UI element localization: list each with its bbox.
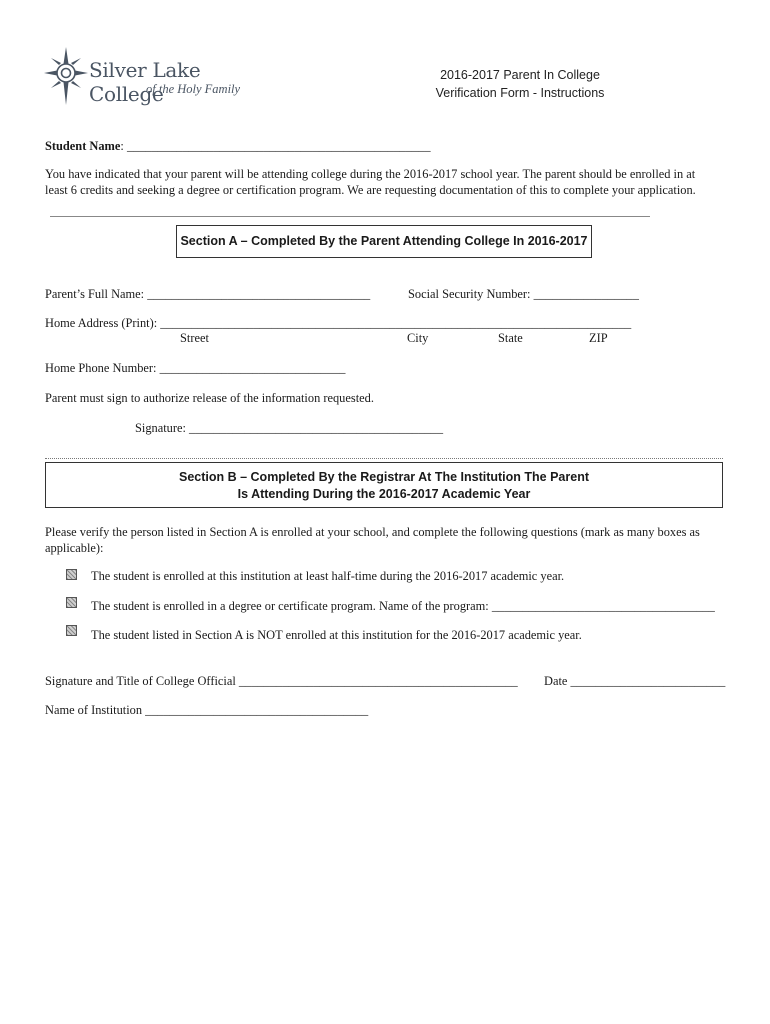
compass-logo-icon [42,45,92,107]
authorize-text: Parent must sign to authorize release of the information requested. [45,391,374,405]
parent-name-field[interactable]: Parent’s Full Name: ____________________________________ [45,287,371,301]
section-divider [45,458,723,459]
form-title [400,66,640,102]
option-not-enrolled-label: The student listed in Section A is NOT enrolled at this institution for the 2016-2017 academic year. [91,628,582,642]
college-logo [42,45,272,107]
address-state-label: State [498,331,523,345]
logo-college-name: Silver Lake College [89,58,201,106]
student-name-colon: : [120,139,124,153]
section-b-title-line1: Section B – Completed By the Registrar At The Institution The Parent [178,470,589,484]
intro-paragraph: You have indicated that your parent will be attending college during the 2016-2017 school year. The parent should be enrolled in at least 6 credits and seeking a degree or certification program. We are requesting documentation of this to complete your application. [45,167,696,197]
parent-signature-field[interactable]: Signature: _________________________________________ [135,421,444,435]
student-name-field [45,139,431,154]
section-b-instructions: Please verify the person listed in Section A is enrolled at your school, and complete the following questions (mark as many boxes as applicable): [45,525,700,555]
divider-line [50,216,650,217]
option-halftime-label: The student is enrolled at this institution at least half-time during the 2016-2017 academic year. [91,569,565,583]
address-city-label: City [407,331,429,345]
home-phone-field[interactable]: Home Phone Number: ______________________________ [45,361,346,375]
option-degree-checkbox[interactable] [66,597,77,608]
section-a-header [176,225,592,258]
ssn-field[interactable]: Social Security Number: _________________ [408,287,639,301]
home-address-field[interactable]: Home Address (Print): ____________________________________________________________________________ [45,316,632,330]
option-not-enrolled-checkbox[interactable] [66,625,77,636]
option-degree-label[interactable]: The student is enrolled in a degree or certificate program. Name of the program: ____________________________________ [91,599,715,613]
section-b-title-line2: Is Attending During the 2016-2017 Academic Year [237,487,531,501]
date-field[interactable]: Date _________________________ [544,674,726,688]
address-street-label: Street [180,331,209,345]
official-signature-field[interactable]: Signature and Title of College Official _____________________________________________ [45,674,518,688]
logo-subtitle: of the Holy Family [146,82,241,96]
form-title-line2: Verification Form - Instructions [435,86,605,100]
option-halftime-checkbox[interactable] [66,569,77,580]
institution-name-field[interactable]: Name of Institution ____________________________________ [45,703,369,717]
section-b-header [45,462,723,508]
form-title-line1: 2016-2017 Parent In College [440,68,600,82]
section-a-title: Section A – Completed By the Parent Attending College In 2016-2017 [180,234,588,248]
student-name-label: Student Name [45,139,121,153]
student-name-blank[interactable]: _________________________________________________ [126,139,431,153]
address-zip-label: ZIP [589,331,608,345]
